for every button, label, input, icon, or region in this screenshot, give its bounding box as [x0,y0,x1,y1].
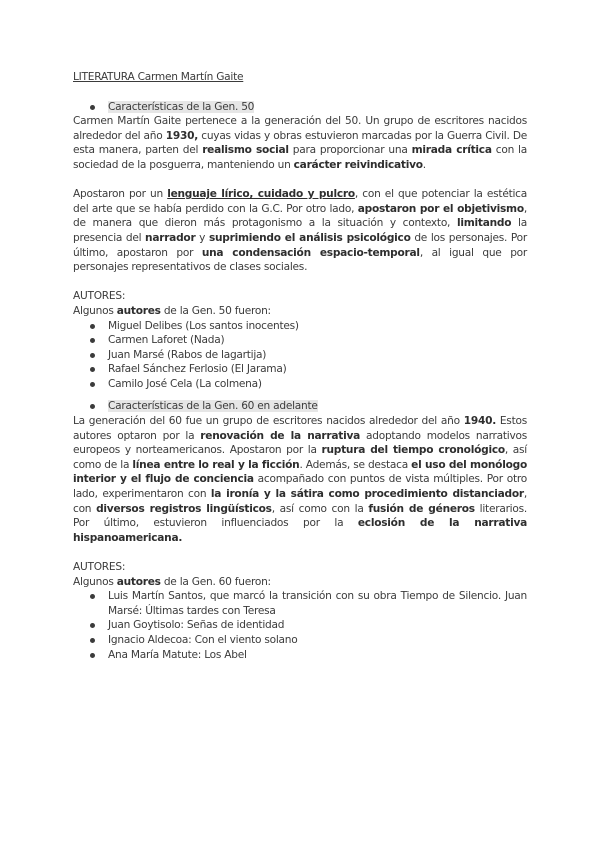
list-item: Carmen Laforet (Nada) [73,333,527,348]
text-run: . [422,158,426,171]
bold-text-run: fusión de géneros [368,502,475,515]
text-run: Apostaron por un [73,188,168,201]
text-run: , así como con la [271,502,369,515]
bullet-icon [90,638,95,643]
text-run: Carmen Martín Gaite pertenece a la generación del 50. Un grupo de escritores nacidos alrededor del año [73,115,527,142]
authors-intro [73,304,527,319]
section-heading-text: Características de la Gen. 50 [108,100,255,113]
text-run: literarios. Por último, estuvieron influenciados por la [73,502,527,530]
list-item: Rafael Sánchez Ferlosio (El Jarama) [73,362,527,377]
bold-text-run: autores [116,575,161,588]
bullet-icon [90,324,95,329]
bold-text-run: renovación de la narrativa [200,429,361,442]
list-item: Camilo José Cela (La colmena) [73,377,527,392]
section-heading-gen60 [73,399,527,414]
bold-text-run: 1940. [463,415,496,428]
text-run: , de manera que dieron más protagonismo a la situación y contexto, [73,202,527,230]
bold-text-run: eclosión de la narrativa hispanoamericana. [73,517,527,544]
text-run: de la Gen. 60 fueron: [160,575,271,588]
authors-label: AUTORES: [73,290,126,303]
text-run: cuyas vidas y obras estuvieron marcadas por la Guerra Civil. De esta manera, parten del [73,129,527,157]
bold-text-run: narrador [145,231,196,244]
text-run: , con el que potenciar la estética del arte que se había perdido con la G.C. Por otro lado, [73,188,528,215]
bold-text-run: mirada crítica [411,144,492,157]
text-run: . Además, se destaca [299,458,412,471]
bullet-icon [90,594,95,599]
list-item: Luis Martín Santos, que marcó la transición con su obra Tiempo de Silencio. Juan Marsé: Últimas tardes con Teresa [73,589,527,618]
bold-text-run: ruptura del tiempo cronológico [321,444,505,457]
paragraph [73,114,527,172]
authors-intro [73,575,527,590]
list-item: Ignacio Aldecoa: Con el viento solano [73,633,527,648]
bold-text-run: realismo social [202,144,289,157]
text-run: la presencia del [73,217,527,244]
text-run: , con [73,488,528,515]
bold-text-run: el uso del monólogo interior y el flujo de conciencia [73,458,527,486]
bold-text-run: apostaron por el objetivismo [357,202,524,215]
document-body [73,70,527,662]
text-run: para proporcionar una [288,144,412,157]
text-run: de los personajes. Por último, apostaron por [73,231,527,259]
bold-text-run: autores [116,304,161,317]
text-run: y [195,231,209,244]
text-run: acompañado con puntos de vista múltiples. Por otro lado, experimentaron con [73,473,527,501]
list-item: Juan Goytisolo: Señas de identidad [73,618,527,633]
paragraph [73,187,527,275]
document-title: LITERATURA Carmen Martín Gaite [73,71,244,83]
bullet-icon [90,404,95,409]
bold-text-run: 1930, [165,129,199,142]
text-run: con la sociedad de la posguerra, manteniendo un [73,144,527,171]
authors-list-gen60 [73,589,527,662]
bullet-icon [90,338,95,343]
bold-text-run: una condensación espacio-temporal [201,246,420,259]
bullet-icon [90,105,95,110]
bullet-icon [90,367,95,372]
text-run: La generación del 60 fue un grupo de escritores nacidos alrededor del año [73,415,464,428]
text-run: Estos autores optaron por la [73,415,527,442]
bold-text-run: lenguaje lírico, cuidado y pulcro [167,188,355,201]
text-run: , así como de la [73,444,528,471]
section-heading-gen50 [73,100,527,115]
bullet-icon [90,382,95,387]
bullet-icon [90,623,95,628]
bold-text-run: línea entre lo real y la ficción [132,458,300,471]
list-item: Miguel Delibes (Los santos inocentes) [73,319,527,334]
list-item: Juan Marsé (Rabos de lagartija) [73,348,527,363]
bold-text-run: carácter reivindicativo [293,158,423,171]
bold-text-run: limitando [456,217,512,230]
text-run: Algunos [73,304,117,317]
bold-text-run: diversos registros lingüísticos [96,502,272,515]
bullet-icon [90,353,95,358]
authors-label: AUTORES: [73,561,126,573]
bold-text-run: la ironía y la sátira como procedimiento distanciador [210,488,524,501]
section-heading-text: Características de la Gen. 60 en adelante [108,400,318,413]
authors-list-gen50 [73,319,527,392]
text-run: de la Gen. 50 fueron: [160,304,271,317]
text-run: , al igual que por personajes representativos de clases sociales. [73,246,528,274]
paragraph [73,414,527,545]
list-item: Ana María Matute: Los Abel [73,648,527,663]
text-run: Algunos [73,575,117,588]
bold-text-run: suprimiendo el análisis psicológico [208,231,411,244]
text-run: adoptando modelos narrativos europeos y norteamericanos. Apostaron por la [73,429,528,457]
bullet-icon [90,653,95,658]
